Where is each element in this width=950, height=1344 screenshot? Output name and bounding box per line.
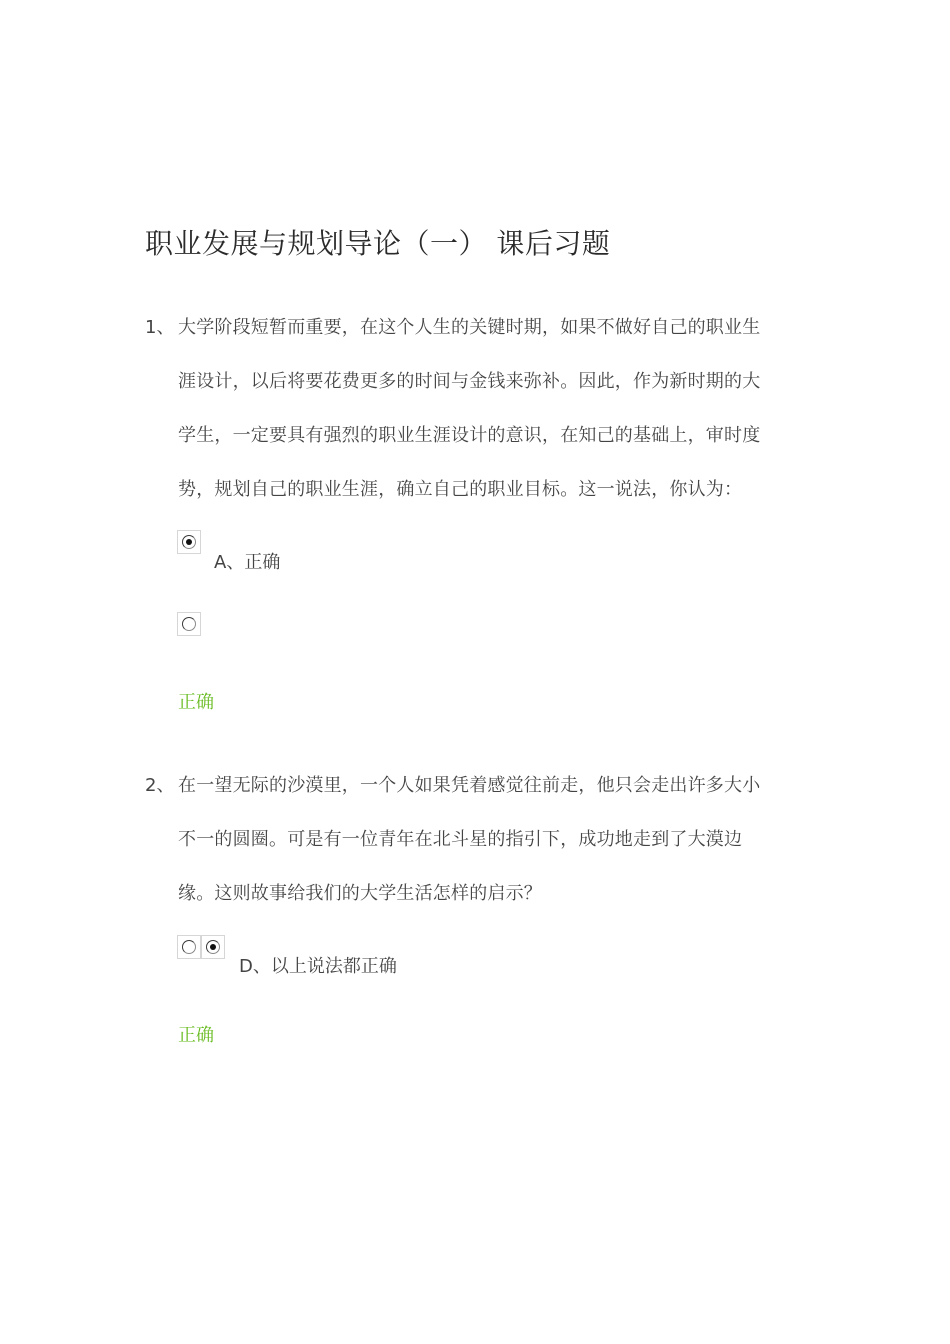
option-d-box[interactable] [201,935,225,959]
page-title: 职业发展与规划导论（一） 课后习题 [145,227,611,260]
question-text-line: 势，规划自己的职业生涯，确立自己的职业目标。这一说法，你认为： [178,479,743,500]
radio-unchecked-icon[interactable] [182,940,196,954]
question-text-line: 不一的圆圈。可是有一位青年在北斗星的指引下，成功地走到了大漠边 [178,829,743,850]
option-c-box[interactable] [177,935,201,959]
result-label: 正确 [178,692,214,713]
option-b-box[interactable] [177,612,201,636]
question-text-line: 学生，一定要具有强烈的职业生涯设计的意识，在知己的基础上，审时度 [178,425,761,446]
question-text-line: 在一望无际的沙漠里，一个人如果凭着感觉往前走，他只会走出许多大小 [178,775,761,796]
question-text-line: 涯设计，以后将要花费更多的时间与金钱来弥补。因此，作为新时期的大 [178,371,761,392]
question-text-line: 缘。这则故事给我们的大学生活怎样的启示？ [178,883,542,904]
option-label: D、以上说法都正确 [239,956,397,977]
question-text-line: 大学阶段短暂而重要，在这个人生的关键时期，如果不做好自己的职业生 [178,317,761,338]
question-number: 2、 [145,775,175,796]
option-label: A、正确 [214,552,281,573]
radio-unchecked-icon[interactable] [182,617,196,631]
radio-checked-icon[interactable] [182,535,196,549]
option-a-box[interactable] [177,530,201,554]
result-label: 正确 [178,1025,214,1046]
question-number: 1、 [145,317,175,338]
radio-checked-icon[interactable] [206,940,220,954]
